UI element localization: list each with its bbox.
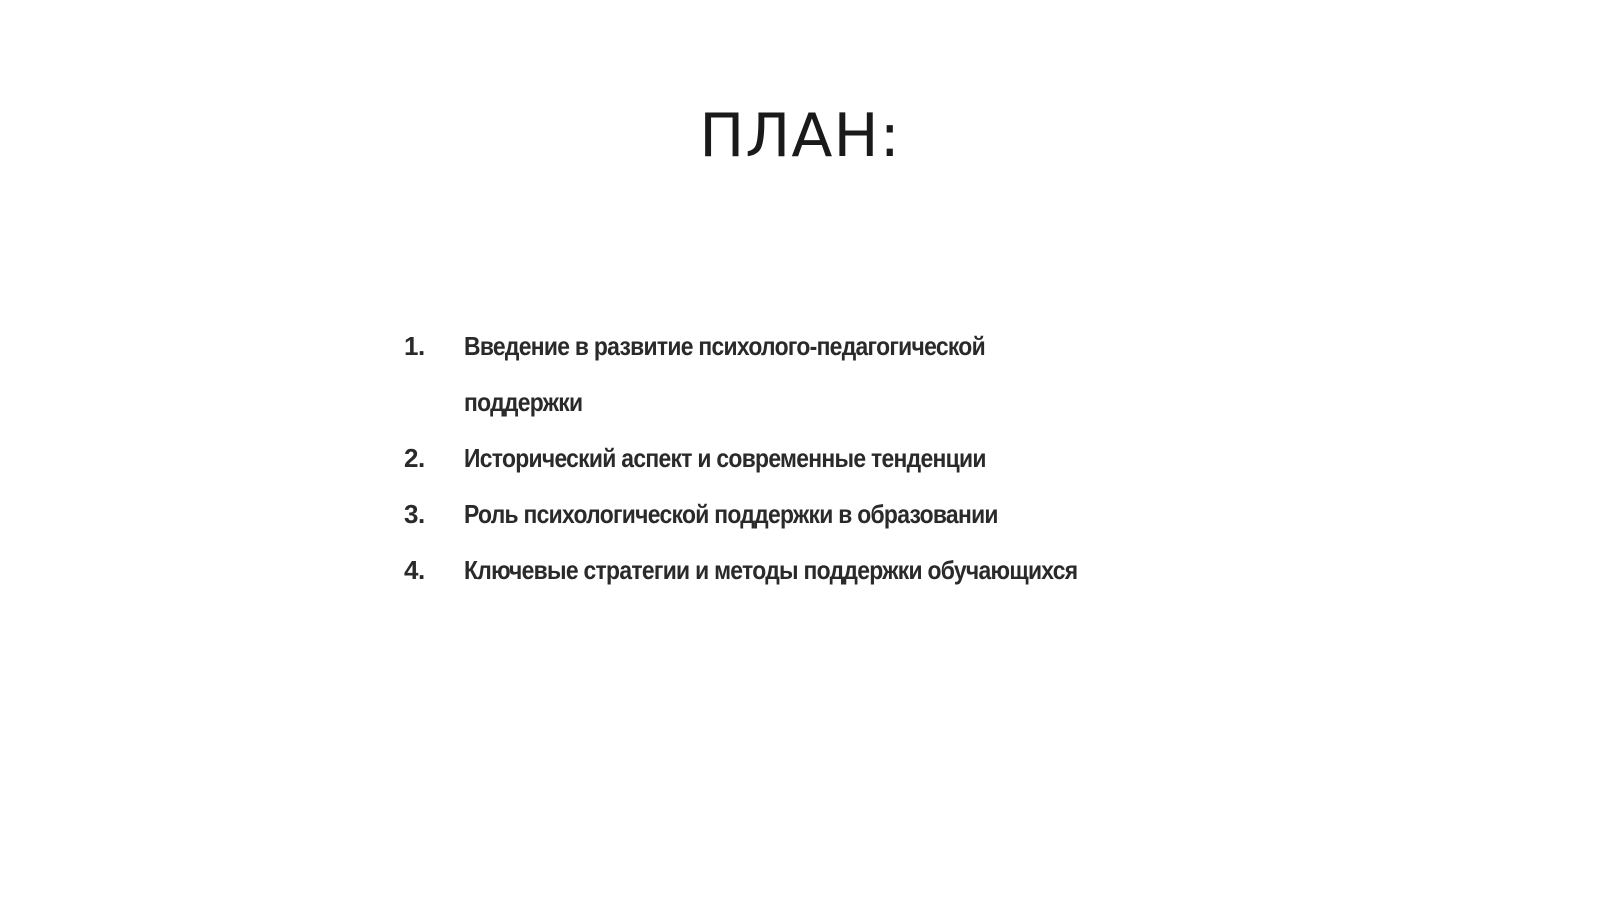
list-item <box>404 486 1224 542</box>
plan-list <box>404 318 1224 598</box>
list-item-number: 2. <box>404 443 425 473</box>
list-item-text: Исторический аспект и современные тенденции <box>464 443 986 473</box>
list-item-line: поддержки <box>464 387 583 417</box>
list-item-number: 3. <box>404 499 425 529</box>
list-item <box>404 430 1224 486</box>
list-item-number: 4. <box>404 555 425 585</box>
list-item-text: Ключевые стратегии и методы поддержки обучающихся <box>464 555 1078 585</box>
list-item-text <box>464 318 1133 430</box>
list-item-line: Введение в развитие психолого-педагогической <box>464 331 985 361</box>
slide-title: ПЛАН: <box>699 101 901 171</box>
list-item <box>404 542 1224 598</box>
list-item-text: Роль психологической поддержки в образовании <box>464 499 998 529</box>
list-item <box>404 318 1224 430</box>
list-item-number: 1. <box>404 331 425 361</box>
